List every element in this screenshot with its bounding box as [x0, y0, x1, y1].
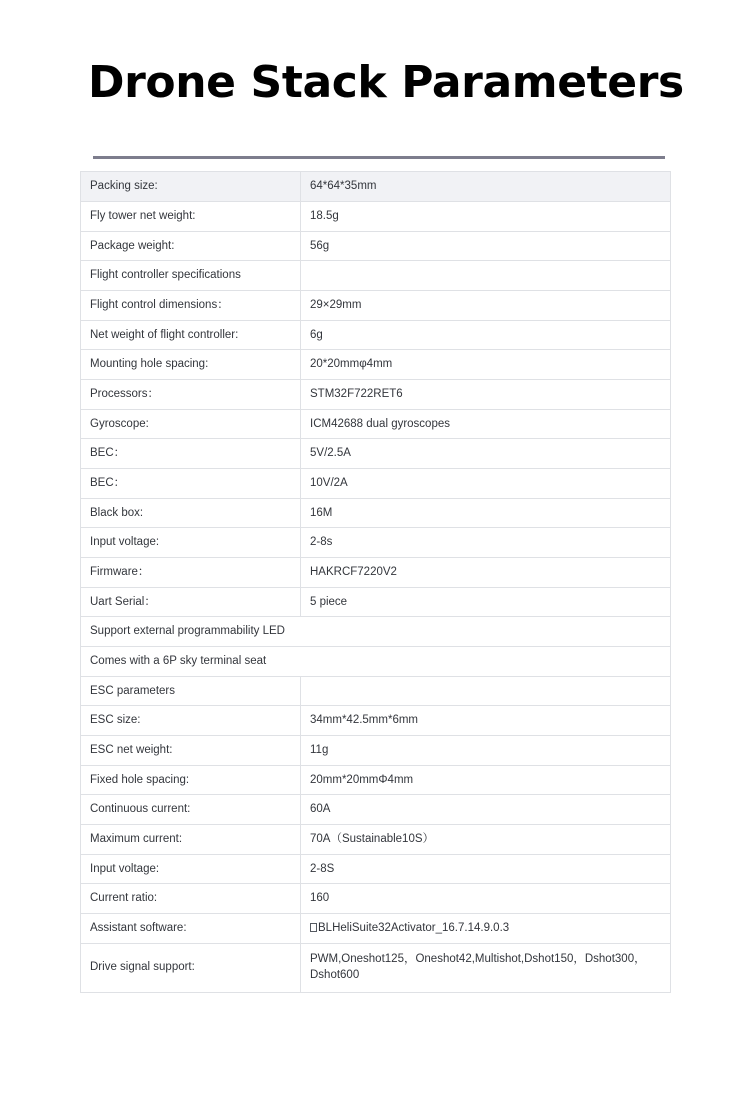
spec-value [301, 676, 671, 706]
spec-table-body [81, 172, 671, 993]
spec-value: 5 piece [301, 587, 671, 617]
spec-label: Firmware： [81, 557, 301, 587]
spec-label: Input voltage: [81, 528, 301, 558]
table-row [81, 409, 671, 439]
spec-label: Net weight of flight controller: [81, 320, 301, 350]
table-row [81, 320, 671, 350]
spec-value: 2-8s [301, 528, 671, 558]
spec-value [301, 913, 671, 943]
spec-label: Uart Serial： [81, 587, 301, 617]
table-row [81, 587, 671, 617]
spec-label: ESC size: [81, 706, 301, 736]
spec-value: 20mm*20mmΦ4mm [301, 765, 671, 795]
table-row [81, 231, 671, 261]
table-row [81, 350, 671, 380]
table-row [81, 646, 671, 676]
table-row [81, 201, 671, 231]
table-row [81, 943, 671, 992]
table-row [81, 379, 671, 409]
spec-label: Packing size: [81, 172, 301, 202]
table-row [81, 290, 671, 320]
spec-value: 160 [301, 884, 671, 914]
spec-label: ESC net weight: [81, 735, 301, 765]
spec-value: STM32F722RET6 [301, 379, 671, 409]
spec-label: Flight control dimensions： [81, 290, 301, 320]
table-row [81, 735, 671, 765]
title-block [0, 0, 750, 106]
spec-label: BEC： [81, 439, 301, 469]
spec-label: Maximum current: [81, 824, 301, 854]
spec-label: Drive signal support: [81, 943, 301, 992]
spec-value: 20*20mmφ4mm [301, 350, 671, 380]
spec-value: 6g [301, 320, 671, 350]
table-row [81, 498, 671, 528]
spec-value-text: BLHeliSuite32Activator_16.7.14.9.0.3 [318, 921, 510, 934]
spec-value [301, 261, 671, 291]
spec-value: 5V/2.5A [301, 439, 671, 469]
spec-label: Black box: [81, 498, 301, 528]
title-divider [93, 156, 665, 159]
spec-label: Fixed hole spacing: [81, 765, 301, 795]
table-row [81, 261, 671, 291]
table-row [81, 439, 671, 469]
page-title: Drone Stack Parameters [88, 57, 684, 108]
spec-value: HAKRCF7220V2 [301, 557, 671, 587]
spec-value: 29×29mm [301, 290, 671, 320]
spec-label: Current ratio: [81, 884, 301, 914]
spec-label: BEC： [81, 468, 301, 498]
table-row [81, 676, 671, 706]
spec-value: 2-8S [301, 854, 671, 884]
spec-note: Support external programmability LED [81, 617, 671, 647]
title-divider-wrap [0, 156, 750, 159]
spec-label: Gyroscope: [81, 409, 301, 439]
spec-value: 10V/2A [301, 468, 671, 498]
table-row [81, 884, 671, 914]
table-row [81, 528, 671, 558]
table-row [81, 468, 671, 498]
table-row [81, 824, 671, 854]
spec-table [80, 171, 671, 993]
spec-value: ICM42688 dual gyroscopes [301, 409, 671, 439]
spec-value: 34mm*42.5mm*6mm [301, 706, 671, 736]
spec-label: Mounting hole spacing: [81, 350, 301, 380]
spec-label: Package weight: [81, 231, 301, 261]
spec-value: PWM,Oneshot125，Oneshot42,Multishot,Dshot150，Dshot300，Dshot600 [301, 943, 671, 992]
table-row [81, 913, 671, 943]
table-row [81, 795, 671, 825]
spec-value: 64*64*35mm [301, 172, 671, 202]
spec-value: 16M [301, 498, 671, 528]
spec-value: 70A（Sustainable10S） [301, 824, 671, 854]
spec-label: ESC parameters [81, 676, 301, 706]
missing-glyph-icon [310, 923, 317, 932]
spec-value: 60A [301, 795, 671, 825]
table-row [81, 172, 671, 202]
spec-label: Continuous current: [81, 795, 301, 825]
spec-label: Flight controller specifications [81, 261, 301, 291]
table-row [81, 557, 671, 587]
spec-note: Comes with a 6P sky terminal seat [81, 646, 671, 676]
table-row [81, 854, 671, 884]
spec-table-wrap [0, 171, 750, 993]
spec-value: 18.5g [301, 201, 671, 231]
spec-label: Assistant software: [81, 913, 301, 943]
table-row [81, 765, 671, 795]
spec-label: Input voltage: [81, 854, 301, 884]
spec-label: Fly tower net weight: [81, 201, 301, 231]
spec-value: 56g [301, 231, 671, 261]
table-row [81, 617, 671, 647]
table-row [81, 706, 671, 736]
spec-label: Processors： [81, 379, 301, 409]
spec-value: 11g [301, 735, 671, 765]
